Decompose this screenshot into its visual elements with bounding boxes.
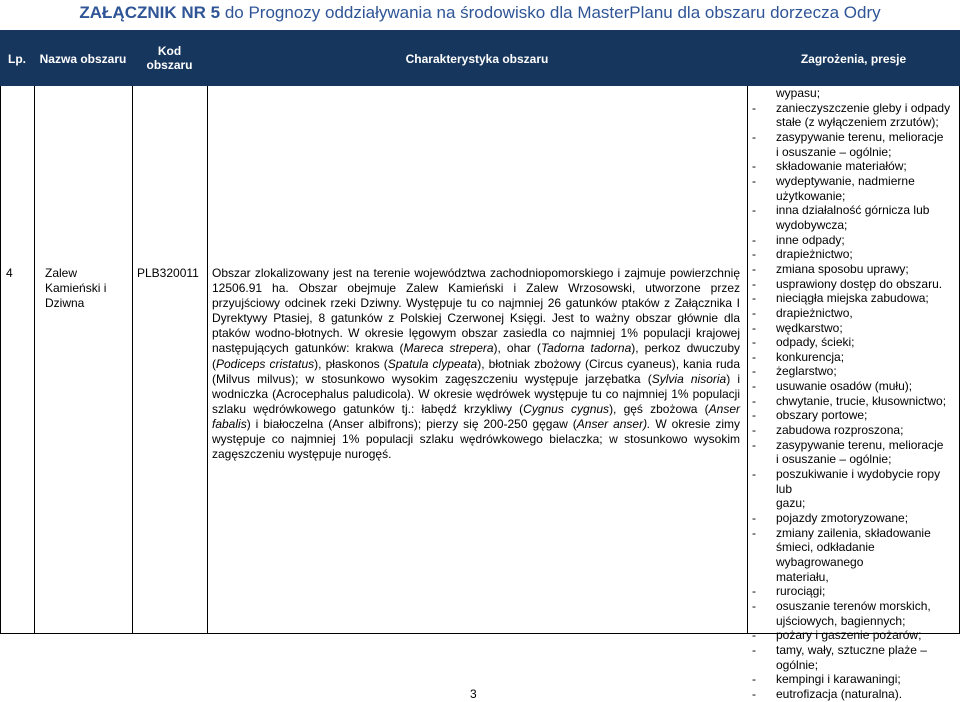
threat-item bbox=[752, 438, 957, 467]
description-text: ) i wodniczka (Acrocephalus paludicola). W okresie wędrówek występuje tu co najmniej 1% populacji szlaku wędrówkowego gatunków tj.: łabędź krzykliwy ( bbox=[212, 371, 740, 416]
bullet-dash: - bbox=[752, 203, 756, 218]
threat-line: usuwanie osadów (mułu); bbox=[776, 379, 913, 394]
threat-line: zabudowa rozproszona; bbox=[776, 423, 904, 438]
threat-line: odpady, ścieki; bbox=[776, 335, 855, 350]
threat-line: ujściowych, bagiennych; bbox=[776, 613, 906, 628]
threat-line: konkurencja; bbox=[776, 349, 845, 364]
species-latin-name: Anser anser). bbox=[576, 416, 651, 431]
bullet-dash: - bbox=[752, 349, 756, 364]
column-divider bbox=[207, 86, 208, 634]
bullet-dash: - bbox=[752, 305, 756, 320]
description-text: ), ohar ( bbox=[493, 341, 541, 356]
species-latin-name: Podiceps cristatus bbox=[216, 356, 315, 371]
page-number: 3 bbox=[470, 687, 477, 701]
description-text: ), gęś zbożowa ( bbox=[609, 401, 709, 416]
description-text: Obszar zlokalizowany jest na terenie województwa zachodniopomorskiego i zajmuje powierzchnię 12506.91 ha. Obszar obejmuje Zalew Kamieński i Zalew Wrzosowski, utworzone przez przyujściowy odcinek rzeki Dziwny. Występuje tu co najmniej 26 gatunków ptaków z Załącznika I Dyrektywy Ptasiej, 8 gatunków z Polskiej Czerwonej Księgi. Jest to ważny obszar głównie dla ptaków wodno-błotnych. W okresie lęgowym obszar zasiedla co najmniej 1% populacji krajowej następujących gatunków: krakwa ( bbox=[212, 266, 740, 356]
bullet-dash: - bbox=[752, 423, 756, 438]
threat-line: eutrofizacja (naturalna). bbox=[776, 686, 903, 701]
threat-line: wypasu; bbox=[776, 86, 821, 100]
threat-line: składowanie materiałów; bbox=[776, 159, 907, 174]
threat-line: chwytanie, trucie, kłusownictwo; bbox=[776, 393, 947, 408]
threat-line: inna działalność górnicza lub bbox=[776, 203, 930, 218]
area-code: PLB320011 bbox=[137, 266, 199, 280]
threat-line: tamy, wały, sztuczne plaże – bbox=[776, 642, 927, 657]
threats-list bbox=[752, 86, 957, 702]
bullet-dash: - bbox=[752, 335, 756, 350]
threat-line: nieciągła miejska zabudowa; bbox=[776, 291, 929, 306]
threat-item bbox=[752, 101, 957, 130]
row-number: 4 bbox=[6, 266, 13, 280]
species-latin-name: Anser fabalis bbox=[212, 401, 740, 431]
threat-line: pożary i gaszenie pożarów; bbox=[776, 628, 922, 643]
threat-item bbox=[752, 203, 957, 232]
threat-line: wydobywcza; bbox=[776, 217, 848, 232]
bullet-dash: - bbox=[752, 364, 756, 379]
threat-line: śmieci, odkładanie wybagrowanego bbox=[776, 540, 875, 569]
threat-line: i osuszanie – ogólnie; bbox=[776, 452, 892, 467]
bullet-dash: - bbox=[752, 642, 756, 657]
threat-item bbox=[752, 291, 957, 306]
area-name: Zalew Kamieński i Dziwna bbox=[45, 266, 107, 310]
header-code bbox=[132, 44, 207, 72]
bullet-dash: - bbox=[752, 379, 756, 394]
description-text: ), płaskonos ( bbox=[314, 356, 388, 371]
bullet-dash: - bbox=[752, 261, 756, 276]
bullet-dash: - bbox=[752, 525, 756, 540]
header-code-line2: obszaru bbox=[146, 58, 193, 72]
threat-item bbox=[752, 511, 957, 526]
description-text: ), błotniak zbożowy (Circus cyaneus), kania ruda (Milvus milvus); w stosunkowo wysokim zagęszczeniu występuje jarzębatka ( bbox=[212, 356, 740, 386]
threat-item bbox=[752, 233, 957, 248]
bullet-dash: - bbox=[752, 129, 756, 144]
threat-line: żeglarstwo; bbox=[776, 364, 837, 379]
description-text: ) i białoczelna (Anser albifrons); pierzy się 200-250 gęgaw ( bbox=[246, 416, 577, 431]
threat-item bbox=[752, 423, 957, 438]
threat-line: użytkowanie; bbox=[776, 188, 846, 203]
threat-line: gazu; bbox=[776, 496, 806, 511]
header-threats: Zagrożenia, presje bbox=[800, 52, 907, 66]
threat-item bbox=[752, 643, 957, 672]
threat-line: i osuszanie – ogólnie; bbox=[776, 144, 892, 159]
description-text: ), perkoz dwuczuby ( bbox=[212, 341, 740, 371]
threat-item bbox=[752, 350, 957, 365]
description-text: W okresie zimy występuje co najmniej 1% populacji szlaku wędrówkowego bielaczka; w stosunkowo wysokim zagęszczeniu występuje nurogęś. bbox=[212, 416, 740, 462]
column-divider bbox=[132, 86, 133, 634]
species-latin-name: Tadorna tadorna bbox=[540, 341, 632, 356]
threat-line: materiału, bbox=[776, 569, 829, 584]
bullet-dash: - bbox=[752, 584, 756, 599]
threat-item bbox=[752, 306, 957, 321]
threat-item bbox=[752, 321, 957, 336]
bullet-dash: - bbox=[752, 628, 756, 643]
bullet-dash: - bbox=[752, 173, 756, 188]
bullet-dash: - bbox=[752, 100, 756, 115]
threat-line: osuszanie terenów morskich, bbox=[776, 598, 931, 613]
threat-line: wędkarstwo; bbox=[776, 320, 843, 335]
bullet-dash: - bbox=[752, 291, 756, 306]
bullet-dash: - bbox=[752, 437, 756, 452]
bullet-dash: - bbox=[752, 408, 756, 423]
threat-line: zanieczyszczenie gleby i odpady bbox=[776, 100, 951, 115]
threat-item bbox=[752, 130, 957, 159]
bullet-dash: - bbox=[752, 598, 756, 613]
header-name: Nazwa obszaru bbox=[39, 52, 127, 66]
threat-line: usprawiony dostęp do obszaru. bbox=[776, 276, 943, 291]
bullet-dash: - bbox=[752, 159, 756, 174]
species-latin-name: Mareca strepera bbox=[403, 341, 494, 356]
threat-item bbox=[752, 526, 957, 585]
threat-line: inne odpady; bbox=[776, 232, 845, 247]
threat-line: zasypywanie terenu, melioracje bbox=[776, 437, 944, 452]
threat-item bbox=[752, 584, 957, 599]
threat-item bbox=[752, 687, 957, 702]
bullet-dash: - bbox=[752, 467, 756, 482]
species-latin-name: Sylvia nisoria bbox=[651, 371, 727, 386]
threat-item bbox=[752, 174, 957, 203]
threat-line: obszary portowe; bbox=[776, 408, 868, 423]
threat-line: drapieżnictwo; bbox=[776, 247, 853, 262]
header-code-line1: Kod bbox=[157, 44, 182, 58]
title-annex-number: ZAŁĄCZNIK NR 5 bbox=[79, 3, 221, 22]
bullet-dash: - bbox=[752, 320, 756, 335]
bullet-dash: - bbox=[752, 393, 756, 408]
threat-line: ogólnie; bbox=[776, 657, 819, 672]
column-divider bbox=[747, 86, 748, 634]
threat-item bbox=[752, 247, 957, 262]
threat-line: pojazdy zmotoryzowane; bbox=[776, 511, 909, 526]
threat-item bbox=[752, 599, 957, 628]
bullet-dash: - bbox=[752, 672, 756, 687]
threat-item bbox=[752, 335, 957, 350]
bullet-dash: - bbox=[752, 247, 756, 262]
threat-item bbox=[752, 379, 957, 394]
threat-line: poszukiwanie i wydobycie ropy lub bbox=[776, 467, 941, 496]
title-text: do Prognozy oddziaływania na środowisko dla MasterPlanu dla obszaru dorzecza Odry bbox=[224, 3, 881, 22]
bullet-dash: - bbox=[752, 232, 756, 247]
header-characteristics: Charakterystyka obszaru bbox=[405, 52, 549, 66]
threat-item bbox=[752, 408, 957, 423]
bullet-dash: - bbox=[752, 276, 756, 291]
area-description bbox=[212, 266, 740, 462]
threat-item bbox=[752, 277, 957, 292]
threat-line: stałe (z wyłączeniem zrzutów); bbox=[776, 115, 939, 130]
threat-item bbox=[752, 262, 957, 277]
species-latin-name: Spatula clypeata bbox=[387, 356, 478, 371]
bullet-dash: - bbox=[752, 511, 756, 526]
species-latin-name: Cygnus cygnus bbox=[523, 401, 610, 416]
column-divider bbox=[34, 86, 35, 634]
bullet-dash: - bbox=[752, 686, 756, 701]
threat-item bbox=[752, 672, 957, 687]
threat-line: rurociągi; bbox=[776, 584, 826, 599]
threat-line: zmiany zailenia, składowanie bbox=[776, 525, 931, 540]
threat-line: wydeptywanie, nadmierne bbox=[776, 173, 915, 188]
threat-line: zasypywanie terenu, melioracje bbox=[776, 129, 944, 144]
threat-item bbox=[752, 364, 957, 379]
header-lp: Lp. bbox=[8, 52, 26, 66]
threat-item bbox=[752, 467, 957, 511]
threat-item bbox=[752, 159, 957, 174]
threat-line: zmiana sposobu uprawy; bbox=[776, 261, 909, 276]
threat-line: kempingi i karawaningi; bbox=[776, 672, 901, 687]
document-title bbox=[0, 0, 960, 30]
table-border-left bbox=[0, 86, 1, 634]
threat-line: drapieżnictwo, bbox=[776, 305, 853, 320]
threat-item bbox=[752, 628, 957, 643]
threat-item bbox=[752, 86, 957, 101]
threat-item bbox=[752, 394, 957, 409]
description-paragraph bbox=[212, 266, 740, 462]
